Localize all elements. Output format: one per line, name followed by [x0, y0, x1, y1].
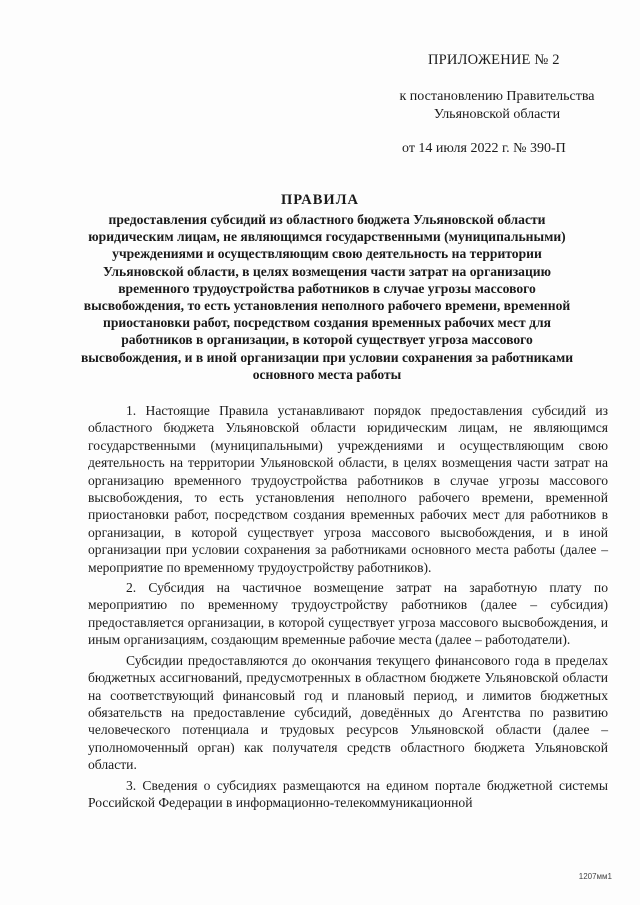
annex-number: ПРИЛОЖЕНИЕ № 2: [428, 52, 560, 68]
paragraph-1: 1. Настоящие Правила устанавливают порядок предоставления субсидий из областного бюджета Ульяновской области юридическим лицам, не являющимся государственными (муниципальными) учреждениями и осуществляющим свою деятельность на территории Ульяновской области, в целях возмещения части затрат на организацию временного трудоустройства работников в случае угрозы массового высвобождения, то есть установления неполного рабочего времени, временной приостановки работ, посредством создания временных рабочих мест для работников в организации, в которой существует угроза массового высвобождения, и в иной организации при условии сохранения за работниками основного места работы (далее – мероприятие по временному трудоустройству работников).: [88, 403, 608, 575]
footer-code: 1207мм1: [578, 872, 612, 881]
document-title: ПРАВИЛА: [281, 192, 359, 208]
document-subtitle: предоставления субсидий из областного бюджета Ульяновской области юридическим лицам, не являющимся государственными (муниципальными) учреждениями и осуществляющим свою деятельность на территории Ульяновской области, в целях возмещения части затрат на организацию временного трудоустройства работников в случае угрозы массового высвобождения, то есть установления неполного рабочего времени, временной приостановки работ, посредством создания временных рабочих мест для работников в организации, в которой существует угроза массового высвобождения, и в иной организации при условии сохранения за работниками основного места работы: [80, 212, 574, 382]
resolution-reference: к постановлению Правительства Ульяновской области: [399, 89, 595, 122]
paragraph-4: 3. Сведения о субсидиях размещаются на едином портале бюджетной системы Российской Федерации в информационно-телекоммуникационной: [88, 777, 608, 810]
paragraph-3: Субсидии предоставляются до окончания текущего финансового года в пределах бюджетных ассигнований, предусмотренных в областном бюджете Ульяновской области на соответствующий финансовый год и плановый период, и лимитов бюджетных обязательств на предоставление субсидий, доведённых до Агентства по развитию человеческого потенциала и трудовых ресурсов Ульяновской области (далее – уполномоченный орган) как получателя средств областного бюджета Ульяновской области.: [88, 652, 608, 773]
document-body: [88, 402, 608, 814]
paragraph-2: 2. Субсидия на частичное возмещение затрат на заработную плату по мероприятию по временному трудоустройству работников (далее – субсидия) предоставляется организации, в которой существует угроза массового высвобождения, и иным организациям, создающим временные рабочие места (далее – работодатели).: [88, 580, 608, 648]
resolution-date-number: от 14 июля 2022 г. № 390-П: [402, 141, 566, 156]
